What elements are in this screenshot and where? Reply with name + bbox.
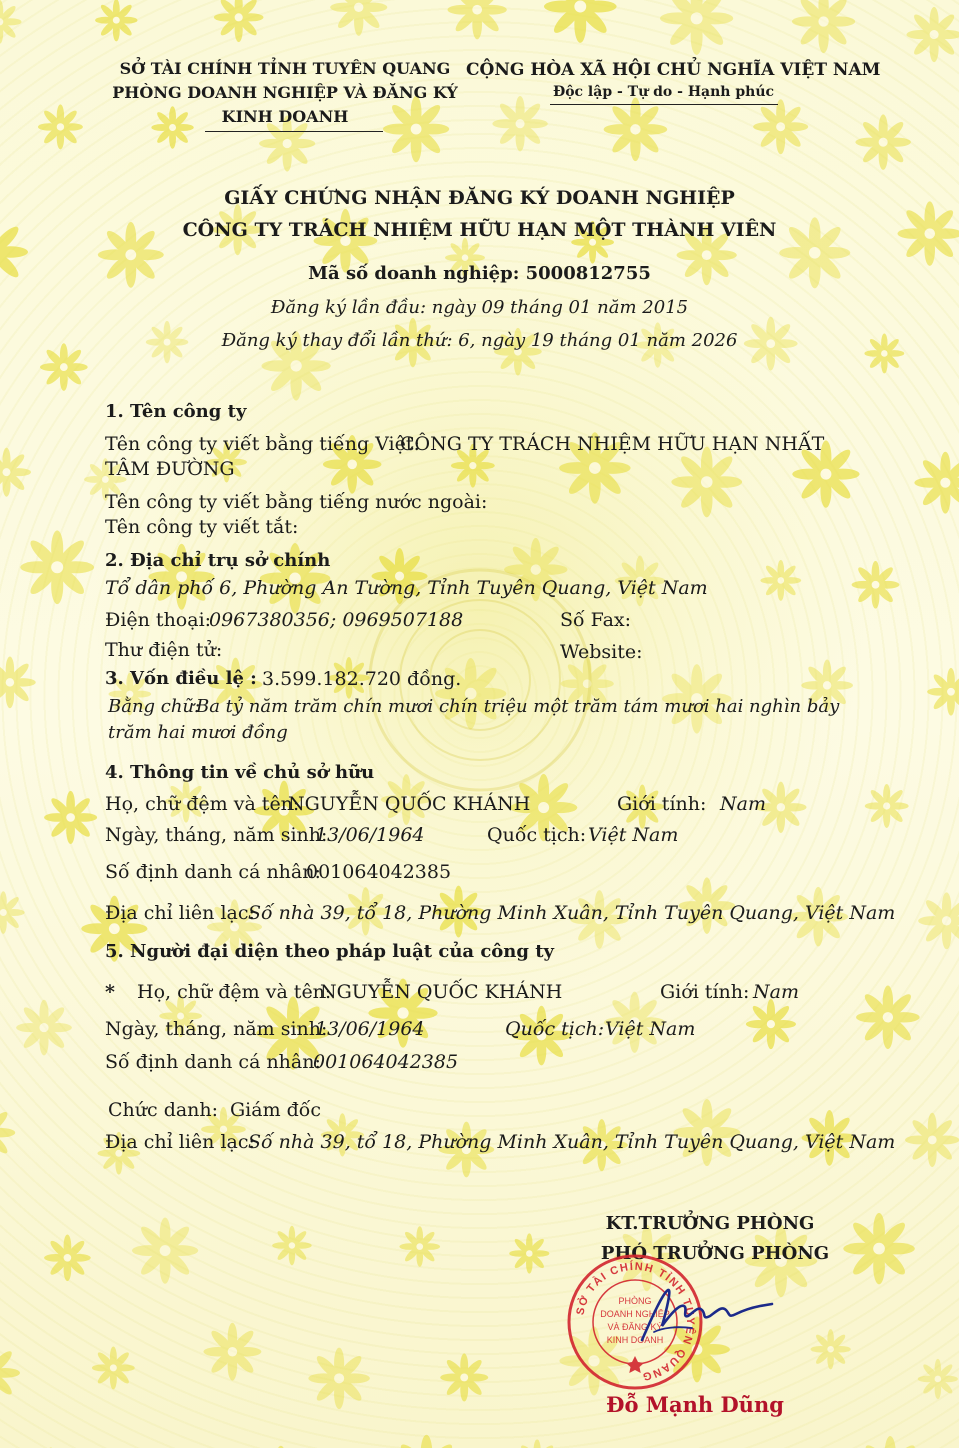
seal-ring-text: SỞ TÀI CHÍNH TỈNH TUYÊN QUANG — [574, 1260, 697, 1383]
owner-contact-label: Địa chỉ liên lạc: — [105, 902, 255, 924]
rep-id-value: 001064042385 — [313, 1051, 459, 1073]
pattern-flower — [852, 561, 900, 609]
first-registration: Đăng ký lần đầu: ngày 09 tháng 01 năm 2015 — [270, 297, 689, 318]
foreign-name-label: Tên công ty viết bằng tiếng nước ngoài: — [105, 491, 488, 513]
pattern-flower — [753, 99, 808, 154]
pattern-flower — [905, 1113, 959, 1167]
pattern-flower — [604, 98, 668, 162]
pattern-flower — [330, 0, 387, 36]
pattern-flower — [0, 448, 31, 497]
rep-dob-label: Ngày, tháng, năm sinh: — [105, 1018, 328, 1040]
charter-capital-value: 3.599.182.720 đồng. — [262, 668, 462, 690]
rep-gender-label: Giới tính: — [660, 981, 750, 1003]
enterprise-code: Mã số doanh nghiệp: 5000812755 — [308, 263, 651, 284]
national-motto: Độc lập - Tự do - Hạnh phúc — [552, 84, 775, 100]
pattern-flower — [0, 656, 36, 708]
pattern-flower — [203, 1323, 261, 1381]
pattern-flower — [492, 96, 547, 151]
pattern-flower — [856, 1436, 924, 1448]
owner-gender-value: Nam — [720, 793, 766, 815]
seal-line-2: DOANH NGHIỆP — [600, 1309, 670, 1319]
pattern-flower — [918, 1359, 958, 1399]
owner-id-value: 001064042385 — [306, 861, 452, 883]
fax-label: Số Fax: — [560, 609, 632, 631]
pattern-flower — [671, 447, 742, 518]
seal-line-4: KINH DOANH — [606, 1335, 664, 1345]
head-office-address: Tổ dân phố 6, Phường An Tường, Tỉnh Tuyên Quang, Việt Nam — [105, 577, 708, 599]
pattern-flower — [746, 999, 796, 1049]
signature-role-line-2: PHÓ TRƯỞNG PHÒNG — [600, 1243, 830, 1264]
vn-name-value-continued: TÂM ĐƯỜNG — [105, 458, 235, 480]
section-4-heading: 4. Thông tin về chủ sở hữu — [105, 762, 375, 783]
agency-line-2: PHÒNG DOANH NGHIỆP VÀ ĐĂNG KÝ — [112, 83, 458, 102]
pattern-flower — [906, 7, 959, 62]
pattern-flower — [792, 0, 855, 53]
pattern-flower — [92, 1347, 135, 1390]
short-name-label: Tên công ty viết tắt: — [105, 516, 299, 538]
rep-id-label: Số định danh cá nhân: — [105, 1051, 321, 1073]
seal-line-3: VÀ ĐĂNG KÝ — [607, 1322, 663, 1332]
phone-label: Điện thoại: — [105, 609, 212, 631]
vn-name-value: CÔNG TY TRÁCH NHIỆM HỮU HẠN NHẤT — [400, 433, 825, 455]
owner-dob-label: Ngày, tháng, năm sinh: — [105, 824, 328, 846]
pattern-flower — [391, 1435, 462, 1448]
agency-line-3: KINH DOANH — [221, 107, 349, 126]
rep-name-value: NGUYỄN QUỐC KHÁNH — [320, 981, 563, 1003]
vn-name-label: Tên công ty viết bằng tiếng Việt: — [105, 433, 420, 455]
rep-nationality-value: Việt Nam — [605, 1018, 696, 1040]
agency-underline — [205, 131, 383, 132]
change-registration: Đăng ký thay đổi lần thứ: 6, ngày 19 tháng 01 năm 2026 — [221, 330, 738, 351]
rep-position-label: Chức danh: — [108, 1099, 219, 1121]
pattern-flower — [132, 1217, 198, 1283]
nation-name: CỘNG HÒA XÃ HỘI CHỦ NGHĨA VIỆT NAM — [466, 60, 881, 80]
rep-nationality-label: Quốc tịch: — [505, 1018, 605, 1040]
pattern-flower — [0, 0, 22, 44]
representative-bullet: * — [105, 981, 115, 1003]
pattern-flower — [760, 560, 801, 601]
pattern-flower — [44, 791, 97, 844]
pattern-flower — [865, 784, 909, 828]
pattern-flower — [308, 1348, 370, 1410]
capital-words-value: Ba tỷ năm trăm chín mươi chín triệu một trăm tám mươi hai nghìn bảy — [196, 696, 840, 717]
handwritten-signature — [632, 1282, 792, 1352]
signature-role-line-1: KT.TRƯỞNG PHÒNG — [605, 1213, 815, 1234]
company-type-title: CÔNG TY TRÁCH NHIỆM HỮU HẠN MỘT THÀNH VIÊN — [182, 219, 777, 241]
pattern-flower — [811, 1329, 851, 1369]
seal-star-icon — [626, 1356, 644, 1373]
pattern-flower — [447, 0, 506, 39]
pattern-flower — [272, 1226, 312, 1266]
owner-nationality-label: Quốc tịch: — [487, 824, 587, 846]
pattern-flower — [927, 668, 959, 716]
owner-nationality-value: Việt Nam — [588, 824, 679, 846]
capital-words-label: Bằng chữ: — [108, 696, 201, 717]
pattern-flower — [0, 1104, 15, 1161]
pattern-flower — [0, 891, 25, 934]
pattern-flower — [95, 0, 137, 41]
pattern-flower — [544, 0, 617, 43]
motto-underline — [550, 104, 778, 105]
pattern-flower — [38, 104, 83, 149]
signer-name: Đỗ Mạnh Dũng — [606, 1392, 784, 1417]
pattern-flower — [20, 530, 94, 604]
certificate-title: GIẤY CHỨNG NHẬN ĐĂNG KÝ DOANH NGHIỆP — [224, 187, 735, 209]
website-label: Website: — [560, 641, 643, 663]
email-label: Thư điện tử: — [105, 639, 223, 661]
owner-dob-value: 13/06/1964 — [315, 824, 425, 846]
pattern-flower — [914, 452, 959, 514]
owner-id-label: Số định danh cá nhân: — [105, 861, 321, 883]
rep-gender-value: Nam — [753, 981, 799, 1003]
pattern-flower — [44, 1234, 91, 1281]
owner-name-label: Họ, chữ đệm và tên: — [105, 793, 300, 815]
pattern-flower — [515, 1439, 559, 1448]
section-1-heading: 1. Tên công ty — [105, 401, 247, 422]
phone-value: 0967380356; 0969507188 — [209, 609, 464, 631]
rep-contact-value: Số nhà 39, tổ 18, Phường Minh Xuân, Tỉnh Tuyên Quang, Việt Nam — [248, 1131, 896, 1153]
pattern-flower — [440, 1353, 488, 1401]
capital-words-value-continued: trăm hai mươi đồng — [108, 722, 288, 743]
agency-line-1: SỞ TÀI CHÍNH TỈNH TUYÊN QUANG — [119, 59, 451, 78]
pattern-flower — [918, 892, 959, 949]
rep-contact-label: Địa chỉ liên lạc: — [105, 1131, 255, 1153]
section-5-heading: 5. Người đại diện theo pháp luật của công ty — [105, 941, 555, 962]
rep-name-label: Họ, chữ đệm và tên: — [137, 981, 332, 1003]
pattern-flower — [856, 986, 920, 1050]
pattern-flower — [214, 0, 264, 42]
rep-position-value: Giám đốc — [230, 1099, 322, 1121]
pattern-flower — [660, 0, 733, 55]
owner-contact-value: Số nhà 39, tổ 18, Phường Minh Xuân, Tỉnh Tuyên Quang, Việt Nam — [248, 902, 896, 924]
rep-dob-value: 13/06/1964 — [315, 1018, 425, 1040]
pattern-flower — [0, 1343, 20, 1403]
section-3-heading: 3. Vốn điều lệ : — [105, 668, 257, 689]
owner-name-value: NGUYỄN QUỐC KHÁNH — [288, 793, 531, 815]
pattern-flower — [16, 1000, 72, 1056]
pattern-flower — [399, 1226, 440, 1267]
pattern-flower — [509, 1233, 549, 1273]
seal-line-1: PHÒNG — [618, 1296, 652, 1306]
owner-gender-label: Giới tính: — [617, 793, 707, 815]
pattern-flower — [855, 114, 910, 169]
section-2-heading: 2. Địa chỉ trụ sở chính — [105, 550, 331, 571]
